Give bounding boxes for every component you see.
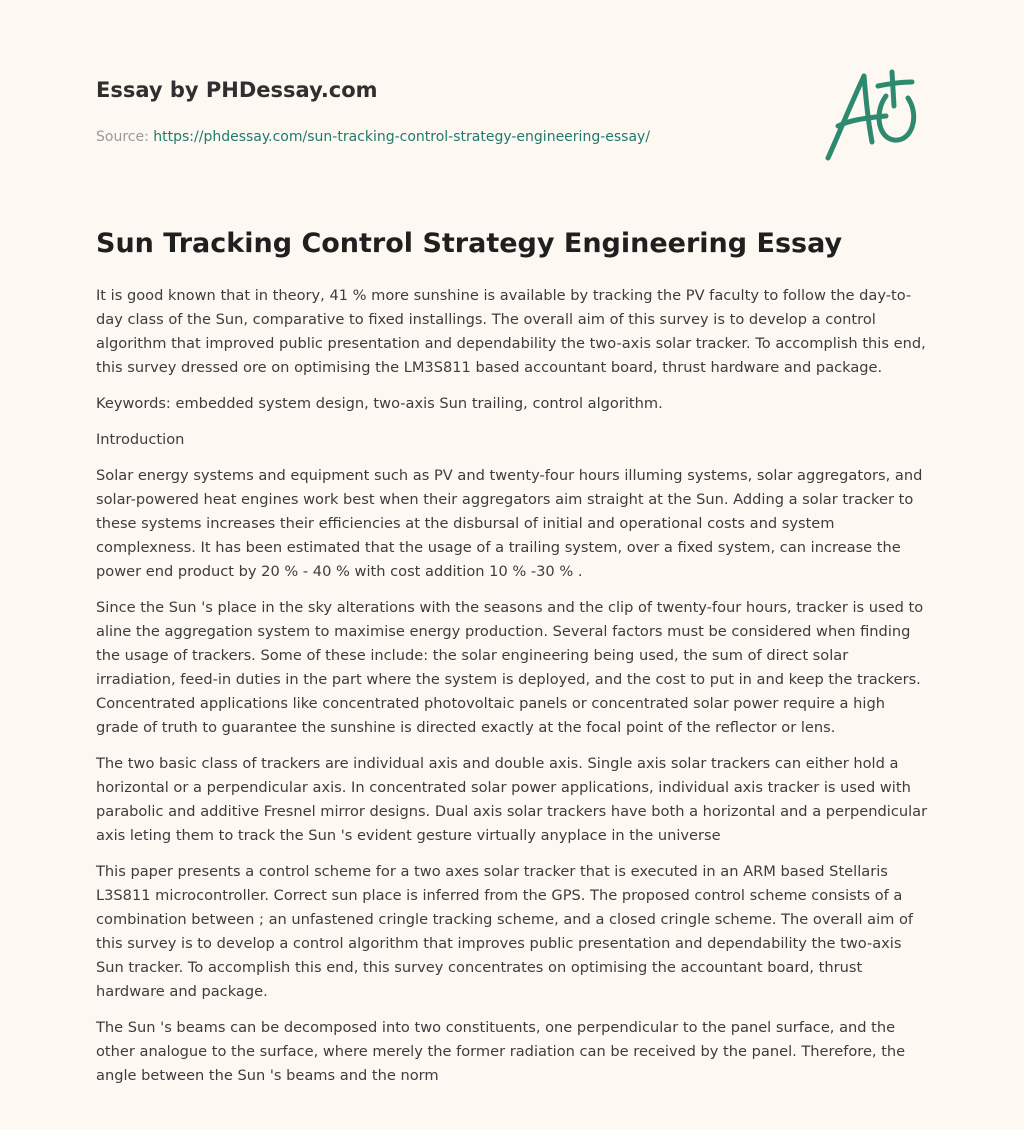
paragraph-abstract: It is good known that in theory, 41 % more sunshine is available by tracking the PV faculty to follow the day-to-day class of the Sun, comparative to fixed installings. The overall aim of this survey is to develop a control algorithm that improved public presentation and dependability the two-axis solar tracker. To accomplish this end, this survey dressed ore on optimising the LM3S811 based accountant board, thrust hardware and package. bbox=[96, 287, 926, 376]
a-plus-icon bbox=[820, 66, 930, 166]
paragraph-keywords: Keywords: embedded system design, two-axis Sun trailing, control algorithm. bbox=[96, 395, 663, 412]
section-heading-introduction: Introduction bbox=[96, 431, 185, 448]
site-brand: Essay by PHDessay.com bbox=[96, 78, 378, 102]
essay-header bbox=[96, 76, 796, 147]
source-line bbox=[96, 127, 796, 147]
essay-title: Sun Tracking Control Strategy Engineering Essay bbox=[96, 228, 843, 259]
paragraph: Solar energy systems and equipment such as PV and twenty-four hours illuming systems, solar aggregators, and solar-powered heat engines work best when their aggregators aim straight at the Sun. Adding a solar tracker to these systems increases their efficiencies at the disbursal of initial and operational costs and system complexness. It has been estimated that the usage of a trailing system, over a fixed system, can increase the power end product by 20 % - 40 % with cost addition 10 % -30 % . bbox=[96, 467, 923, 580]
essay-body bbox=[96, 284, 928, 1100]
paragraph: The Sun 's beams can be decomposed into two constituents, one perpendicular to the panel surface, and the other analogue to the surface, where merely the former radiation can be received by the panel. Therefore, the angle between the Sun 's beams and the norm bbox=[96, 1019, 906, 1084]
paragraph: This paper presents a control scheme for a two axes solar tracker that is executed in an ARM based Stellaris L3S811 microcontroller. Correct sun place is inferred from the GPS. The proposed control scheme consists of a combination between ; an unfastened cringle tracking scheme, and a closed cringle scheme. The overall aim of this survey is to develop a control algorithm that improves public presentation and dependability the two-axis Sun tracker. To accomplish this end, this survey concentrates on optimising the accountant board, thrust hardware and package. bbox=[96, 863, 914, 1000]
source-link[interactable]: https://phdessay.com/sun-tracking-control-strategy-engineering-essay/ bbox=[153, 129, 651, 145]
paragraph: The two basic class of trackers are individual axis and double axis. Single axis solar trackers can either hold a horizontal or a perpendicular axis. In concentrated solar power applications, individual axis tracker is used with parabolic and additive Fresnel mirror designs. Dual axis solar trackers have both a horizontal and a perpendicular axis leting them to track the Sun 's evident gesture virtually anyplace in the universe bbox=[96, 755, 928, 844]
source-label: Source: bbox=[96, 129, 154, 145]
paragraph: Since the Sun 's place in the sky alterations with the seasons and the clip of twenty-four hours, tracker is used to aline the aggregation system to maximise energy production. Several factors must be considered when finding the usage of trackers. Some of these include: the solar engineering being used, the sum of direct solar irradiation, feed-in duties in the part where the system is deployed, and the cost to put in and keep the trackers. Concentrated applications like concentrated photovoltaic panels or concentrated solar power require a high grade of truth to guarantee the sunshine is directed exactly at the focal point of the reflector or lens. bbox=[96, 599, 924, 736]
